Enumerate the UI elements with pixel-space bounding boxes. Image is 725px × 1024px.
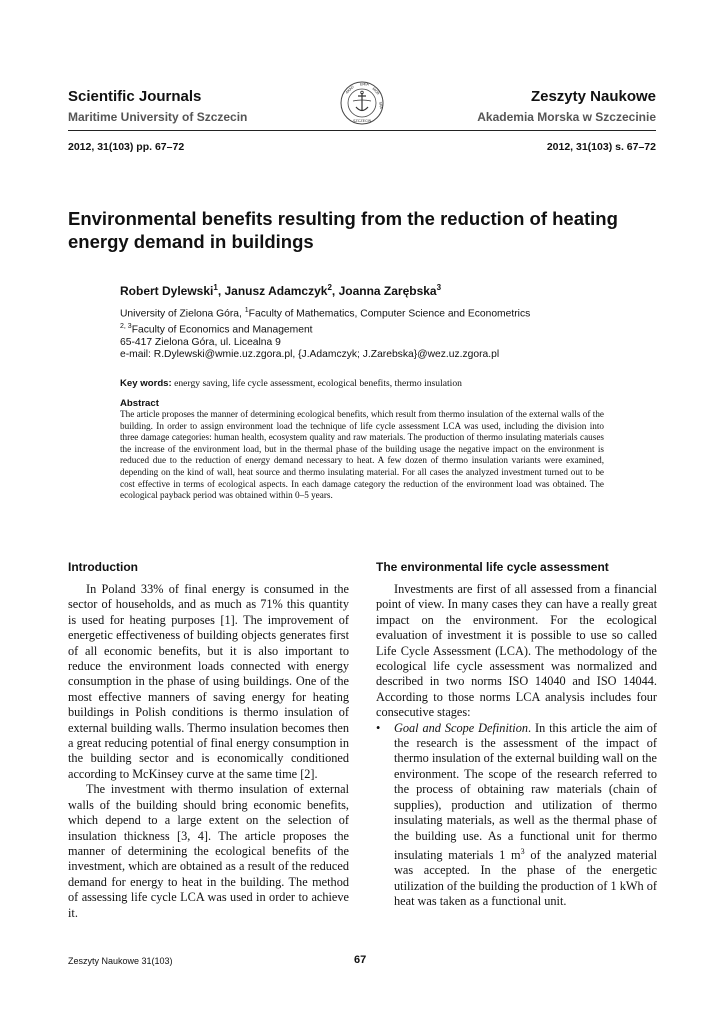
issue-info-pl: 2012, 31(103) s. 67–72 xyxy=(546,141,656,153)
section-heading-lca: The environmental life cycle assessment xyxy=(376,560,609,574)
svg-text:MOR: MOR xyxy=(371,86,381,96)
author-list xyxy=(120,283,441,298)
bullet-icon: • xyxy=(376,720,381,735)
affiliation-mark: 1 xyxy=(244,307,249,314)
journal-title-pl: Zeszyty Naukowe xyxy=(530,88,656,105)
keywords-label: Key words: xyxy=(120,378,172,389)
author-affiliation-mark: 1 xyxy=(213,283,218,292)
affiliation-line-2 xyxy=(120,321,640,337)
superscript: 3 xyxy=(520,846,525,856)
affiliation-block xyxy=(120,305,640,362)
abstract-heading: Abstract xyxy=(120,398,159,409)
journal-title-en: Scientific Journals xyxy=(68,88,202,105)
author-name: Janusz Adamczyk xyxy=(224,284,328,298)
author-name: Joanna Zarębska xyxy=(338,284,437,298)
author-separator: , xyxy=(331,284,339,298)
affiliation-line-1 xyxy=(120,305,640,321)
page-number: 67 xyxy=(354,954,367,966)
header-divider xyxy=(68,130,656,131)
svg-text:SZCZECIN: SZCZECIN xyxy=(353,119,372,123)
abstract-text: The article proposes the manner of determining ecological benefits, which result from thermo insulation of the external walls of the building. In order to assign environment load the technique of life cycle assessment LCA was used, including the division into three damage categories: human health, ecosystem quality and raw materials. The production of thermo insulating materials causes the increase of the environment load, but in the thermal phase of the building usage the negative impact on the environment is reduced due to the reduction of energy demand necessary to heat. A few dozen of thermo insulation variants were examined, depending on the kind of wall, heat source and thermo insulating material. For all cases the analyzed investment turned out to be cost effective in terms of ecological aspects. In each damage category the reduction of the environment load was obtained. The ecological payback period was obtained within 0–5 years. xyxy=(120,409,604,501)
affiliation-university: University of Zielona Góra, xyxy=(120,308,245,320)
author-name: Robert Dylewski xyxy=(120,284,214,298)
list-item-term: Goal and Scope Definition xyxy=(394,720,528,735)
affiliation-faculty: Faculty of Mathematics, Computer Science and Econometrics xyxy=(248,308,531,320)
lca-body xyxy=(376,582,657,910)
author-separator: , xyxy=(217,284,225,298)
university-seal-logo xyxy=(339,80,385,126)
list-item-text: of the analyzed material was accepted. In the phase of the energetic utilization of the building the production of 1 kWh of heat was taken as a functional unit. xyxy=(394,848,657,909)
keywords-text: energy saving, life cycle assessment, ecological benefits, thermo insulation xyxy=(171,378,462,389)
svg-text:AKAD: AKAD xyxy=(344,84,355,95)
paragraph: In Poland 33% of final energy is consumed in the sector of households, and as much as 71% this quantity is used for heating purposes [1]. The improvement of energetic effectiveness of building objects generates first of all economic benefits, but it is also important to reduce the environment loads connected with energy consumption in the phase of using buildings. One of the most effective manners of saving energy for heating buildings in Polish conditions is thermo insulation of external building walls. Thermo insulation becomes then a great reducing potential of final energy consumption in the building sector and is economically conditioned according to McKinsey curve at the same time [2]. xyxy=(68,582,349,781)
paragraph: The investment with thermo insulation of external walls of the building should bring economic benefits, which depend to a large extent on the selection of insulation thickness [3, 4]. The article proposes the manner of determining the ecological benefits of the investment, which are obtained as a result of the reduced demand for energy to heat in the building. The method of assessing life cycle LCA was used in order to achieve it. xyxy=(68,782,349,920)
author-affiliation-mark: 3 xyxy=(436,283,442,292)
article-title: Environmental benefits resulting from the reduction of heating energy demand in buildings xyxy=(68,208,618,252)
list-item-text: . In this article the aim of the research is the assessment of the impact of thermo insulation of the external building wall on the environment. The scope of the research referred to the process of obtaining raw materials (chain of supplies), production and utilization of thermo insulating materials, as well as the thermal phase of the building use. As a functional unit for thermo insulating materials 1 m xyxy=(394,720,657,862)
author-affiliation-mark: 2 xyxy=(327,283,332,292)
svg-text:EMIA: EMIA xyxy=(360,82,369,87)
svg-text:SKA: SKA xyxy=(378,101,384,110)
affiliation-address: 65-417 Zielona Góra, ul. Licealna 9 xyxy=(120,336,281,348)
list-item xyxy=(376,721,657,910)
keywords xyxy=(120,378,640,389)
paragraph: Investments are first of all assessed from a financial point of view. In many cases they can have a really great impact on the environment. For the ecological evaluation of investment it is possible to use so called Life Cycle Assessment (LCA). The methodology of the ecological life cycle assessment was normalized and described in two norms ISO 14040 and ISO 14044. According to those norms LCA analysis includes four consecutive stages: xyxy=(376,582,657,720)
issue-info-en: 2012, 31(103) pp. 67–72 xyxy=(68,141,185,153)
affiliation-email: e-mail: R.Dylewski@wmie.uz.zgora.pl, {J.Adamczyk; J.Zarebska}@wez.uz.zgora.pl xyxy=(120,349,500,361)
affiliation-mark: 2, 3 xyxy=(120,322,132,330)
footer-journal: Zeszyty Naukowe 31(103) xyxy=(68,956,173,966)
affiliation-faculty: Faculty of Economics and Management xyxy=(131,324,313,336)
section-heading-introduction: Introduction xyxy=(68,560,138,574)
university-name-en: Maritime University of Szczecin xyxy=(68,110,248,124)
university-name-pl: Akademia Morska w Szczecinie xyxy=(477,110,656,124)
stage-list xyxy=(376,721,657,910)
introduction-body xyxy=(68,582,349,921)
